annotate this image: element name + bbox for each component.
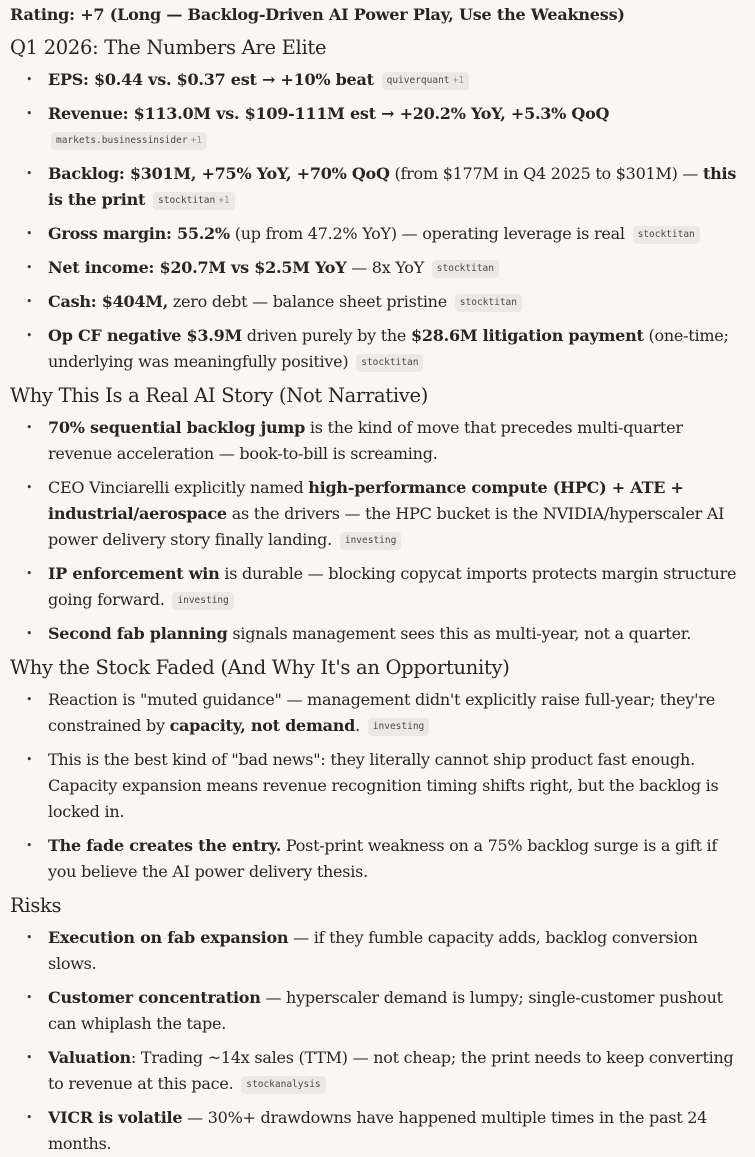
bold-text: Cash: $404M,	[48, 292, 169, 311]
citation-source: stocktitan	[436, 263, 494, 274]
body-text: Reaction is "muted guidance" — management didn't explicitly raise full-year; they're constrained by	[48, 690, 715, 735]
section-heading: Risks	[10, 894, 62, 917]
body-text: as the drivers — the HPC bucket is the NVIDIA/hyperscaler AI power delivery story finally landing.	[48, 504, 725, 549]
citation-more-count: +1	[218, 195, 230, 206]
citation-source: investing	[177, 595, 229, 606]
bullet-icon: •	[26, 227, 33, 240]
list-item	[26, 161, 745, 213]
bold-text: Customer concentration	[48, 988, 261, 1007]
citation-badge[interactable]	[241, 1076, 325, 1094]
citation-source: quiverquant	[386, 75, 450, 86]
sections-container	[10, 35, 745, 1157]
bold-text: high-performance compute (HPC) + ATE + industrial/aerospace	[48, 478, 684, 523]
bullet-icon: •	[26, 1051, 33, 1064]
citation-badge[interactable]	[455, 294, 522, 312]
list-item	[26, 101, 745, 153]
body-text: zero debt — balance sheet pristine	[168, 292, 447, 311]
body-text: Post-print weakness on a 75% backlog surge is a gift if you believe the AI power delivery thesis.	[48, 836, 718, 881]
body-text: CEO Vinciarelli explicitly named	[48, 478, 309, 497]
bold-text: Op CF negative $3.9M	[48, 326, 242, 345]
list-item	[26, 747, 745, 825]
citation-source: markets.businessinsider	[56, 135, 188, 146]
section-heading: Why the Stock Faded (And Why It's an Opportunity)	[10, 656, 510, 679]
citation-source: investing	[344, 535, 397, 546]
bullet-icon: •	[26, 167, 33, 180]
citation-badge[interactable]	[633, 226, 700, 244]
list-item	[26, 415, 745, 467]
list-item	[26, 985, 745, 1037]
list-item	[26, 221, 745, 247]
citation-badge[interactable]	[356, 354, 423, 372]
body-text: driven purely by the	[241, 326, 411, 345]
bullet-icon: •	[26, 329, 33, 342]
citation-source: stocktitan	[459, 297, 517, 308]
bold-text: Valuation	[48, 1048, 131, 1067]
bullet-list	[10, 67, 745, 375]
section-heading: Why This Is a Real AI Story (Not Narrative)	[10, 384, 429, 407]
bold-text: The fade creates the entry.	[48, 836, 282, 855]
body-text: .	[355, 716, 360, 735]
list-item	[26, 67, 745, 93]
rating-line: Rating: +7 (Long — Backlog-Driven AI Power Play, Use the Weakness)	[10, 5, 625, 24]
bullet-list	[10, 925, 745, 1157]
citation-badge[interactable]	[340, 532, 401, 550]
citation-more-count: +1	[190, 135, 203, 146]
bold-text: Execution on fab expansion	[48, 928, 289, 947]
bullet-list	[10, 687, 745, 885]
bold-text: $28.6M litigation payment	[410, 326, 644, 345]
citation-source: investing	[372, 721, 425, 732]
citation-badge[interactable]	[51, 132, 207, 150]
bullet-icon: •	[26, 931, 33, 944]
list-item	[26, 323, 745, 375]
body-text: (up from 47.2% YoY) — operating leverage is real	[229, 224, 625, 243]
bold-text: this is the print	[48, 164, 737, 209]
bold-text: Second fab planning	[48, 624, 228, 643]
citation-source: stocktitan	[637, 229, 695, 240]
bold-text: Net income: $20.7M vs $2.5M YoY	[48, 258, 347, 277]
bullet-icon: •	[26, 481, 33, 494]
citation-badge[interactable]	[368, 718, 429, 736]
list-item	[26, 289, 745, 315]
list-item	[26, 475, 745, 553]
body-text: — hyperscaler demand is lumpy; single-customer pushout can whiplash the tape.	[48, 988, 723, 1033]
bold-text: capacity, not demand	[169, 716, 356, 735]
bold-text: 70% sequential backlog jump	[48, 418, 306, 437]
bold-text: VICR is volatile	[48, 1108, 183, 1127]
body-text: (from $177M in Q4 2025 to $301M) —	[389, 164, 703, 183]
body-text: is durable — blocking copycat imports protects margin structure going forward.	[48, 564, 737, 609]
list-item	[26, 621, 745, 647]
bold-text: Gross margin: 55.2%	[48, 224, 230, 243]
list-item	[26, 925, 745, 977]
bold-text: EPS: $0.44 vs. $0.37 est → +10% beat	[48, 70, 374, 89]
body-text: (one-time; underlying was meaningfully positive)	[48, 326, 729, 371]
bullet-icon: •	[26, 627, 33, 640]
citation-source: stockanalysis	[246, 1079, 321, 1090]
bold-text: Revenue: $113.0M vs. $109-111M est → +20.2% YoY, +5.3% QoQ	[48, 104, 610, 123]
body-text: signals management sees this as multi-year, not a quarter.	[227, 624, 692, 643]
list-item	[26, 255, 745, 281]
bullet-icon: •	[26, 839, 33, 852]
bullet-icon: •	[26, 295, 33, 308]
citation-badge[interactable]	[432, 260, 499, 278]
citation-source: stocktitan	[158, 195, 216, 206]
bullet-icon: •	[26, 693, 33, 706]
bullet-icon: •	[26, 567, 33, 580]
body-text: is the kind of move that precedes multi-quarter revenue acceleration — book-to-bill is screaming.	[48, 418, 683, 463]
list-item	[26, 687, 745, 739]
list-item	[26, 1045, 745, 1097]
bullet-icon: •	[26, 261, 33, 274]
bullet-icon: •	[26, 73, 33, 86]
bullet-list	[10, 415, 745, 647]
bold-text: IP enforcement win	[48, 564, 220, 583]
bullet-icon: •	[26, 421, 33, 434]
list-item	[26, 833, 745, 885]
body-text: — if they fumble capacity adds, backlog conversion slows.	[48, 928, 698, 973]
bullet-icon: •	[26, 991, 33, 1004]
list-item	[26, 1105, 745, 1157]
bold-text: Backlog: $301M, +75% YoY, +70% QoQ	[48, 164, 390, 183]
body-text: : Trading ~14x sales (TTM) — not cheap; the print needs to keep converting to revenue at this pace.	[48, 1048, 734, 1093]
section-heading: Q1 2026: The Numbers Are Elite	[10, 36, 327, 59]
citation-badge[interactable]	[382, 72, 469, 90]
body-text: This is the best kind of "bad news": they literally cannot ship product fast enough. Capacity expansion means revenue recognition timing shifts right, but the backlog is locked in.	[48, 750, 719, 821]
bullet-icon: •	[26, 107, 33, 120]
citation-more-count: +1	[452, 75, 464, 86]
citation-badge[interactable]	[172, 592, 233, 610]
bullet-icon: •	[26, 753, 33, 766]
body-text: — 8x YoY	[346, 258, 424, 277]
body-text: — 30%+ drawdowns have happened multiple times in the past 24 months.	[48, 1108, 708, 1153]
citation-badge[interactable]	[153, 192, 235, 210]
bullet-icon: •	[26, 1111, 33, 1124]
list-item	[26, 561, 745, 613]
citation-source: stocktitan	[361, 357, 419, 368]
